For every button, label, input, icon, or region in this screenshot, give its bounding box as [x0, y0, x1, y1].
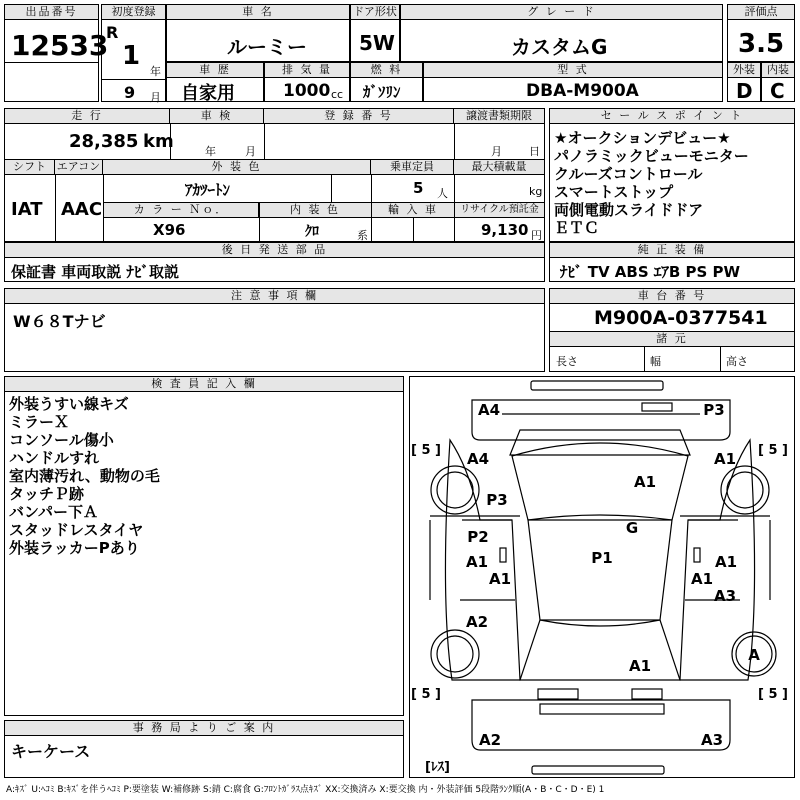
history-box: [166, 62, 264, 102]
chassis-number: M900A-0377541: [594, 307, 768, 329]
lot-box: [4, 4, 109, 102]
inspector-line: バンパー下Ａ: [9, 503, 98, 521]
damage-mark: A1: [465, 553, 489, 571]
equipment-label: 純 正 装 備: [550, 243, 794, 258]
color-no-label: カ ラ ー Ｎｏ．: [104, 203, 259, 218]
score-label: 評価点: [728, 5, 794, 20]
damage-mark: A1: [633, 473, 657, 491]
damage-mark: A3: [713, 587, 737, 605]
damage-mark: A4: [466, 450, 490, 468]
grade-box: [400, 4, 723, 62]
notes-label: 注 意 事 項 欄: [5, 289, 544, 304]
office-label: 事 務 局 よ り ご 案 内: [5, 721, 403, 736]
sales-item: 両側電動スライドドア: [554, 201, 704, 219]
damage-mark: P3: [486, 491, 508, 509]
inspector-line: 外装ラッカーPあり: [9, 539, 140, 557]
displacement-label: 排 気 量: [265, 63, 349, 78]
color-no: X96: [153, 221, 186, 239]
damage-mark: A2: [478, 731, 502, 749]
displacement: 1000: [283, 81, 331, 101]
equipment-box: [549, 242, 795, 282]
shift-label: シフト: [5, 160, 55, 175]
sales-points-box: [549, 108, 795, 242]
damage-mark: P2: [467, 528, 489, 546]
later-parts: 保証書 車両取説 ﾅﾋﾞ取説: [11, 263, 179, 281]
later-parts-box: [4, 242, 545, 282]
displacement-unit: cc: [331, 88, 344, 101]
load-label: 最大積載量: [454, 160, 544, 175]
fuel-box: [350, 62, 423, 102]
import-label: 輸 入 車: [372, 203, 454, 218]
int-label: 内装: [762, 63, 794, 78]
chassis-box: [549, 288, 795, 372]
interior-label: 内 装 色: [259, 203, 371, 218]
ext-score-box: [727, 62, 761, 102]
tire-front-left: [ 5 ]: [411, 443, 441, 458]
recycle-fee: 9,130: [481, 221, 529, 239]
month-unit: 月: [150, 91, 161, 104]
tire-front-right: [ 5 ]: [758, 443, 788, 458]
color-label: 外 装 色: [103, 160, 371, 175]
transfer-day: 日: [529, 145, 540, 158]
score-box: [727, 4, 795, 62]
exterior-color: ｱｶﾂｰﾄﾝ: [185, 181, 231, 199]
damage-mark: A1: [628, 657, 652, 675]
damage-mark: P1: [591, 549, 613, 567]
damage-mark: A4: [477, 401, 501, 419]
lot-number: 12533: [11, 29, 109, 62]
detail-block: [4, 108, 545, 242]
chassis-label: 車 台 番 号: [550, 289, 794, 304]
insp-year: 年: [205, 145, 216, 158]
capacity: 5: [413, 179, 424, 197]
lot-label: 出品番号: [5, 5, 98, 20]
history: 自家用: [181, 83, 235, 104]
first-reg-box: [101, 4, 166, 102]
first-reg-label: 初度登録: [102, 5, 165, 20]
shift: IAT: [11, 199, 43, 220]
grade: カスタムG: [511, 35, 608, 59]
tire-rear-right: [ 5 ]: [758, 687, 788, 702]
fuel: ｶﾞｿﾘﾝ: [363, 83, 401, 101]
load-unit: kg: [529, 185, 543, 198]
damage-mark: A1: [488, 570, 512, 588]
office-note: キーケース: [11, 742, 91, 761]
inspector-label: 検 査 員 記 入 欄: [5, 377, 403, 392]
interior-color: ｸﾛ: [305, 224, 319, 240]
plate-label: 登 録 番 号: [264, 109, 454, 124]
int-score: C: [770, 79, 785, 103]
damage-mark: P3: [703, 401, 725, 419]
era: R: [106, 23, 119, 42]
dim-width: 幅: [650, 355, 661, 368]
later-parts-label: 後 日 発 送 部 品: [5, 243, 544, 258]
dims-label: 諸 元: [550, 332, 794, 347]
reg-year: 1: [122, 41, 141, 71]
sales-item: パノラミックビューモニター: [554, 147, 749, 165]
sales-item: ＥＴＣ: [554, 219, 600, 237]
notes: W６８Tナビ: [13, 312, 106, 331]
transfer-label: 譲渡書類期限: [454, 109, 544, 124]
recycle-label: リサイクル預託金: [455, 203, 544, 218]
door-box: [350, 4, 400, 62]
sales-item: ★オークションデビュー★: [554, 129, 731, 147]
inspector-line: スタッドレスタイヤ: [9, 521, 144, 539]
car-name: ルーミー: [227, 35, 307, 59]
score: 3.5: [738, 29, 785, 59]
inspector-line: コンソール傷小: [9, 431, 114, 449]
inspector-box: [4, 376, 404, 716]
tire-rear-left: [ 5 ]: [411, 687, 441, 702]
damage-mark: A1: [713, 450, 737, 468]
model-code: DBA-M900A: [526, 81, 639, 101]
year-unit: 年: [150, 65, 161, 78]
ext-score: D: [736, 79, 753, 103]
inspector-line: 室内薄汚れ、動物の毛: [9, 467, 160, 485]
insp-month: 月: [245, 145, 256, 158]
dim-length: 長さ: [556, 355, 578, 368]
model-label: 型 式: [424, 63, 722, 78]
name-label: 車 名: [167, 5, 349, 20]
door-label: ドア形状: [351, 5, 399, 20]
office-box: [4, 720, 404, 778]
capacity-label: 乗車定員: [371, 160, 454, 175]
damage-mark: A1: [690, 570, 714, 588]
inspection-label: 車 検: [170, 109, 264, 124]
inspector-line: ミラーＸ: [9, 413, 70, 431]
transfer-month: 月: [491, 145, 502, 158]
damage-mark: A: [748, 646, 760, 664]
car-diagram-box: [409, 376, 795, 778]
displacement-box: [264, 62, 350, 102]
fuel-label: 燃 料: [351, 63, 422, 78]
name-box: [166, 4, 350, 62]
aircon: AAC: [61, 199, 103, 220]
aircon-label: エアコン: [55, 160, 103, 175]
legend: A:ｷｽﾞ U:ﾍｺﾐ B:ｷｽﾞを伴うﾍｺﾐ P:要塗装 W:補修跡 S:錆 C:腐食 G:ﾌﾛﾝﾄｶﾞﾗｽ点ｷｽﾞ XX:交換済み X:要交換 内・外装評価 5段階ﾗﾝｸ順(A・B・C・D・E) 1: [6, 785, 605, 795]
spare-tire: [ﾚｽ]: [425, 760, 450, 775]
equipment: ﾅﾋﾞ TV ABS ｴｱB PS PW: [560, 263, 741, 281]
inspector-line: 外装うすい線キズ: [9, 395, 129, 413]
dim-height: 高さ: [726, 355, 748, 368]
model-box: [423, 62, 723, 102]
recycle-unit: 円: [531, 229, 542, 242]
notes-box: [4, 288, 545, 372]
mileage-label: 走 行: [5, 109, 170, 124]
reg-month: 9: [124, 83, 136, 102]
capacity-unit: 人: [437, 187, 448, 200]
mileage: 28,385: [69, 131, 139, 152]
sales-label: セ ー ル ス ポ イ ン ト: [550, 109, 794, 124]
ext-label: 外装: [728, 63, 760, 78]
door-type: 5W: [359, 31, 395, 55]
history-label: 車 歴: [167, 63, 263, 78]
grade-label: グ レ ー ド: [401, 5, 722, 20]
sales-item: スマートストップ: [554, 183, 674, 201]
damage-mark: G: [625, 519, 639, 537]
damage-mark: A3: [700, 731, 724, 749]
inspector-line: タッチＰ跡: [9, 485, 85, 503]
inspector-line: ハンドルすれ: [9, 449, 100, 467]
sales-item: クルーズコントロール: [554, 165, 703, 183]
interior-unit: 系: [357, 229, 368, 242]
damage-mark: A1: [714, 553, 738, 571]
int-score-box: [761, 62, 795, 102]
damage-mark: A2: [465, 613, 489, 631]
mileage-unit: km: [143, 131, 174, 152]
